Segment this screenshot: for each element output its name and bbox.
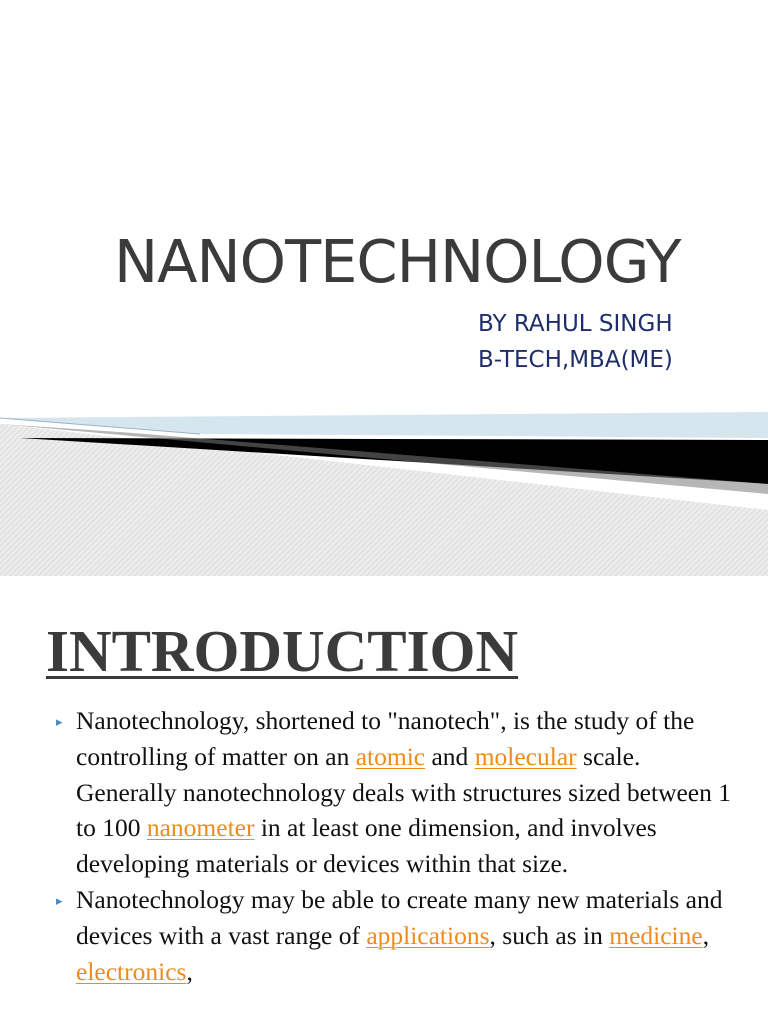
- bullet-text: scale. Generally nanotechnology deals with structures sized between 1 to 100: [76, 741, 731, 843]
- bullet-item: [56, 703, 746, 882]
- link-electronics[interactable]: electronics: [76, 956, 187, 986]
- bullet-text: Nanotechnology, shortened to "nanotech", is the study of the controlling of matter on an: [76, 706, 695, 771]
- introduction-slide: [0, 576, 768, 1024]
- credentials-line: B-TECH,MBA(ME): [478, 347, 673, 373]
- link-molecular[interactable]: molecular: [474, 741, 577, 771]
- slide-title: NANOTECHNOLOGY: [114, 227, 681, 296]
- bullet-item: [56, 882, 746, 989]
- author-line: BY RAHUL SINGH: [478, 311, 673, 337]
- bullet-text: ,: [702, 920, 710, 950]
- bullet-text: Nanotechnology may be able to create many new materials and devices with a vast range of: [76, 884, 723, 950]
- decorative-bands: [0, 410, 768, 576]
- slide-subtitle: [478, 306, 673, 378]
- bullet-text: , such as in: [489, 920, 610, 950]
- bullet-list: [56, 703, 746, 989]
- bullet-text: and: [425, 741, 475, 771]
- bullet-text: in at least one dimension, and involves developing materials or devices within that size.: [76, 813, 657, 879]
- bullet-text: ,: [186, 956, 193, 986]
- link-medicine[interactable]: medicine: [609, 920, 703, 950]
- link-applications[interactable]: applications: [366, 920, 490, 950]
- introduction-heading: INTRODUCTION: [46, 618, 519, 684]
- bullet-marker-icon: ▸: [56, 715, 63, 730]
- link-nanometer[interactable]: nanometer: [146, 813, 255, 843]
- link-atomic[interactable]: atomic: [355, 741, 426, 771]
- bullet-marker-icon: ▸: [56, 893, 63, 909]
